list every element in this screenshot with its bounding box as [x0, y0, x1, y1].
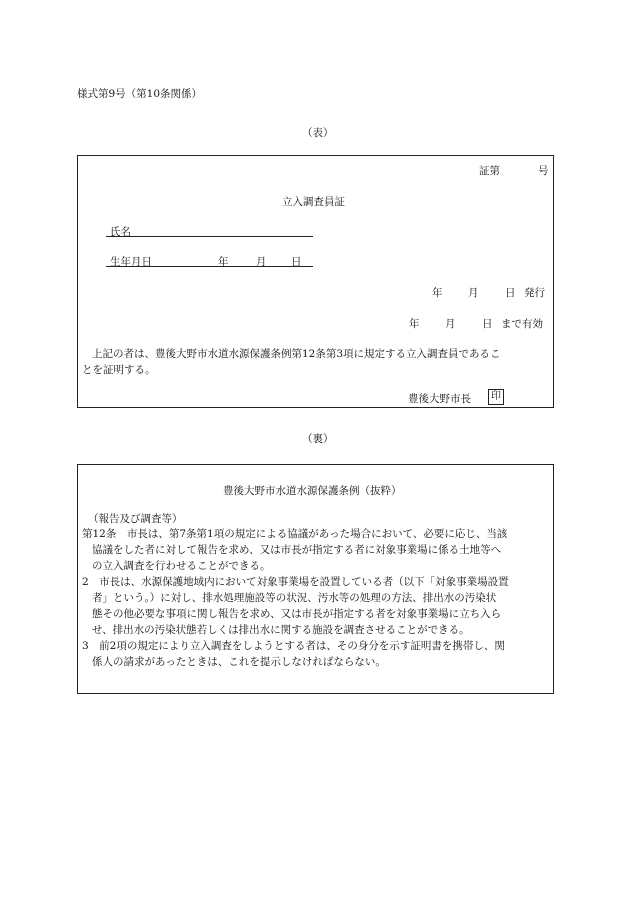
certification-line: とを証明する。 — [82, 364, 156, 376]
name-underline — [106, 236, 313, 237]
certification-text — [82, 346, 501, 378]
issue-suffix: 発行 — [524, 287, 545, 299]
paragraph-line: 係人の請求があったときは、これを提示しなければならない。 — [92, 656, 386, 668]
paragraph-line: 第12条 市長は、第7条第1項の規定による協議があった場合において、必要に応じ、当該 — [82, 528, 508, 540]
back-label: （裏） — [302, 433, 334, 445]
issue-month-unit: 月 — [468, 287, 479, 299]
cert-number-suffix: 号 — [538, 165, 549, 177]
birth-month-unit: 月 — [256, 256, 267, 268]
certification-line: 上記の者は、豊後大野市水道水源保護条例第12条第3項に規定する立入調査員であるこ — [92, 348, 501, 360]
paragraph-line: 者」という。）に対し、排水処理施設等の状況、汚水等の処理の方法、排出水の汚染状 — [92, 592, 497, 604]
valid-suffix: まで有効 — [501, 318, 543, 330]
paragraph-line: 2 市長は、水源保護地域内において対象事業場を設置している者（以下「対象事業場設置 — [82, 576, 509, 588]
paragraph-line: 態その他必要な事項に関し報告を求め、又は市長が指定する者を対象事業場に立ち入ら — [92, 608, 502, 620]
valid-month-unit: 月 — [445, 318, 456, 330]
valid-year-unit: 年 — [409, 318, 420, 330]
paragraph-line: の立入調査を行わせることができる。 — [92, 560, 271, 572]
birth-day-unit: 日 — [291, 256, 302, 268]
mayor-title: 豊後大野市長 — [408, 393, 471, 405]
seal-box: 印 — [488, 389, 504, 405]
article-paragraph-2 — [82, 574, 509, 638]
article-heading: （報告及び調査等） — [88, 513, 183, 525]
name-label: 氏名 — [110, 226, 131, 238]
cert-number-prefix: 証第 — [479, 165, 500, 177]
card-title: 立入調査員証 — [282, 196, 345, 208]
birthdate-underline — [106, 266, 313, 267]
article-paragraph-1 — [82, 526, 507, 574]
front-label: （表） — [302, 127, 334, 139]
paragraph-line: 3 前2項の規定により立入調査をしようとする者は、その身分を示す証明書を携帯し、関 — [82, 640, 505, 652]
paragraph-line: せ、排出水の汚染状態若しくは排出水に関する施設を調査させることができる。 — [92, 624, 470, 636]
issue-day-unit: 日 — [505, 287, 516, 299]
article-paragraph-3 — [82, 638, 505, 670]
form-number: 様式第9号（第10条関係） — [77, 88, 203, 100]
birth-year-unit: 年 — [218, 256, 229, 268]
paragraph-line: 協議をした者に対して報告を求め、又は市長が指定する者に対象事業場に係る土地等へ — [92, 544, 502, 556]
birthdate-label: 生年月日 — [110, 256, 152, 268]
issue-year-unit: 年 — [432, 287, 443, 299]
ordinance-title: 豊後大野市水道水源保護条例（抜粋） — [223, 485, 402, 497]
valid-day-unit: 日 — [482, 318, 493, 330]
